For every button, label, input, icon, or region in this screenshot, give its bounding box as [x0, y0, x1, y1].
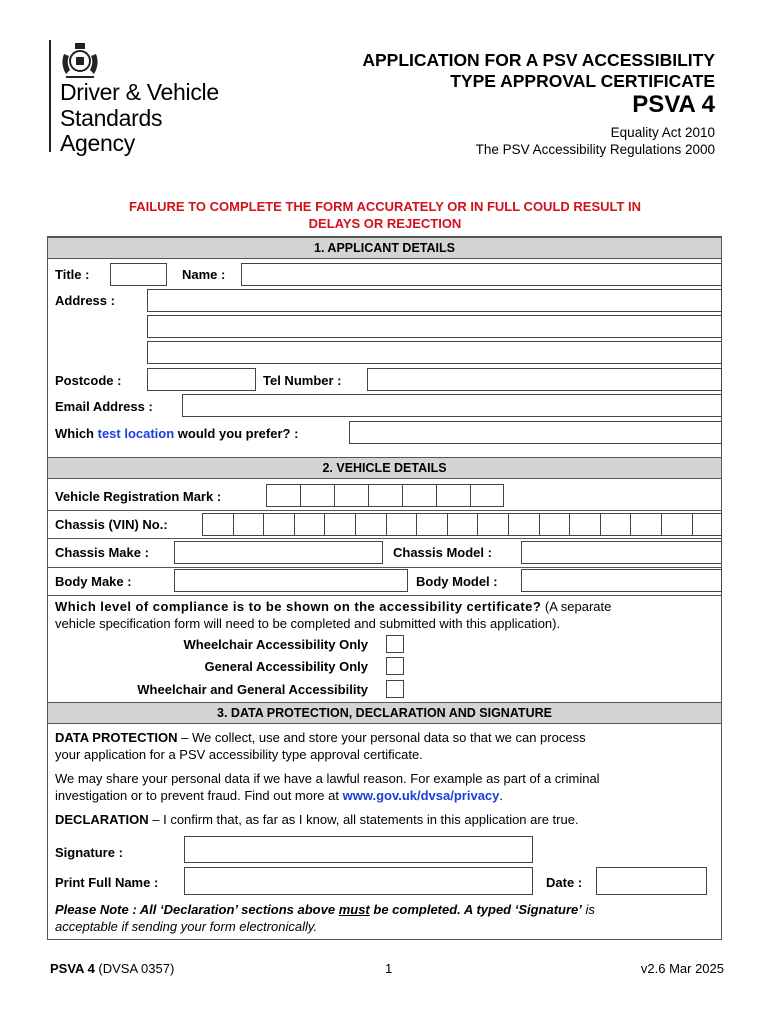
legislation-line: The PSV Accessibility Regulations 2000	[475, 142, 715, 157]
chassis-model-field[interactable]	[521, 541, 722, 564]
email-label: Email Address :	[55, 399, 153, 414]
compliance-question-line: vehicle specification form will need to be completed and submitted with this application).	[55, 616, 561, 631]
vin-char-box[interactable]	[508, 513, 539, 536]
note-must: must	[338, 902, 370, 917]
footer-code-bold: PSVA 4	[50, 961, 95, 976]
footer-page-number: 1	[385, 961, 393, 976]
vin-char-box[interactable]	[233, 513, 264, 536]
chassis-model-label: Chassis Model :	[393, 545, 492, 560]
section-heading-declaration: 3. DATA PROTECTION, DECLARATION AND SIGNATURE	[48, 702, 721, 724]
vin-char-box[interactable]	[539, 513, 570, 536]
vin-char-box[interactable]	[386, 513, 417, 536]
declaration-text	[55, 811, 579, 828]
option-wheelchair-checkbox[interactable]	[386, 635, 404, 653]
registration-char-box[interactable]	[300, 484, 334, 507]
option-general-checkbox[interactable]	[386, 657, 404, 675]
address-label: Address :	[55, 293, 115, 308]
vin-char-box[interactable]	[600, 513, 631, 536]
note-part: A typed ‘Signature’	[460, 902, 582, 917]
registration-char-box[interactable]	[470, 484, 504, 507]
form-title-line: TYPE APPROVAL CERTIFICATE	[450, 71, 715, 91]
divider	[48, 567, 721, 568]
form-title	[362, 50, 715, 92]
agency-name	[60, 80, 219, 157]
test-location-field[interactable]	[349, 421, 722, 444]
name-field[interactable]	[241, 263, 722, 286]
print-name-field[interactable]	[184, 867, 533, 895]
email-field[interactable]	[182, 394, 722, 417]
compliance-question-bold: Which level of compliance is to be shown on the accessibility certificate?	[55, 599, 542, 614]
data-protection-text	[55, 729, 720, 763]
compliance-question-line	[55, 598, 715, 615]
divider	[48, 510, 721, 511]
form-title-line: APPLICATION FOR A PSV ACCESSIBILITY	[362, 50, 715, 70]
signature-label: Signature :	[55, 845, 123, 860]
vin-field[interactable]	[202, 513, 722, 536]
signature-field[interactable]	[184, 836, 533, 863]
registration-char-box[interactable]	[368, 484, 402, 507]
form-code: PSVA 4	[632, 91, 715, 118]
warning-line: DELAYS OR REJECTION	[308, 216, 462, 231]
declaration-rest: – I confirm that, as far as I know, all statements in this application are true.	[148, 812, 579, 827]
declaration-note	[55, 901, 720, 935]
data-sharing-line	[55, 787, 720, 804]
tel-field[interactable]	[367, 368, 722, 391]
registration-char-box[interactable]	[436, 484, 470, 507]
vin-char-box[interactable]	[661, 513, 692, 536]
chassis-make-field[interactable]	[174, 541, 383, 564]
vin-char-box[interactable]	[202, 513, 233, 536]
data-protection-line: your application for a PSV accessibility type approval certificate.	[55, 747, 423, 762]
legislation-line: Equality Act 2010	[610, 125, 715, 140]
registration-field[interactable]	[266, 484, 504, 507]
data-sharing-suffix: .	[499, 788, 504, 803]
title-field[interactable]	[110, 263, 167, 286]
privacy-link[interactable]: www.gov.uk/dvsa/privacy	[342, 788, 500, 803]
vin-char-box[interactable]	[569, 513, 600, 536]
name-label: Name :	[182, 267, 226, 282]
data-protection-line	[55, 729, 720, 746]
completion-warning	[60, 198, 710, 232]
address-line-2-field[interactable]	[147, 315, 722, 338]
divider	[48, 538, 721, 539]
compliance-question	[55, 598, 715, 632]
print-name-label: Print Full Name :	[55, 875, 159, 890]
option-wheelchair-label: Wheelchair Accessibility Only	[183, 637, 368, 652]
address-line-3-field[interactable]	[147, 341, 722, 364]
registration-char-box[interactable]	[334, 484, 368, 507]
vin-char-box[interactable]	[630, 513, 661, 536]
agency-line: Standards	[60, 104, 163, 131]
option-both-checkbox[interactable]	[386, 680, 404, 698]
chassis-make-label: Chassis Make :	[55, 545, 149, 560]
footer-version: v2.6 Mar 2025	[640, 961, 724, 976]
vin-char-box[interactable]	[416, 513, 447, 536]
footer-form-code	[50, 961, 174, 976]
vin-char-box[interactable]	[447, 513, 478, 536]
test-location-link[interactable]: test location	[97, 426, 175, 441]
registration-label: Vehicle Registration Mark :	[55, 489, 222, 504]
postcode-field[interactable]	[147, 368, 256, 391]
test-location-label	[55, 426, 298, 441]
note-part: is	[581, 902, 595, 917]
vin-char-box[interactable]	[692, 513, 723, 536]
data-sharing-line: We may share your personal data if we have a lawful reason. For example as part of a criminal	[55, 771, 600, 786]
registration-char-box[interactable]	[402, 484, 436, 507]
royal-crest-icon	[58, 40, 102, 80]
body-model-field[interactable]	[521, 569, 722, 592]
address-line-1-field[interactable]	[147, 289, 722, 312]
divider	[48, 595, 721, 596]
tel-label: Tel Number :	[263, 373, 342, 388]
compliance-question-rest: (A separate	[541, 599, 612, 614]
vin-char-box[interactable]	[294, 513, 325, 536]
vin-char-box[interactable]	[324, 513, 355, 536]
warning-line: FAILURE TO COMPLETE THE FORM ACCURATELY OR IN FULL COULD RESULT IN	[128, 199, 642, 214]
option-general-label: General Accessibility Only	[204, 659, 368, 674]
title-label: Title :	[55, 267, 90, 282]
data-sharing-text	[55, 770, 720, 804]
date-label: Date :	[546, 875, 583, 890]
declaration-note-line: acceptable if sending your form electronically.	[55, 919, 318, 934]
body-model-label: Body Model :	[416, 574, 498, 589]
declaration-note-line	[55, 901, 720, 918]
vin-char-box[interactable]	[263, 513, 294, 536]
vin-label: Chassis (VIN) No.:	[55, 517, 168, 532]
section-heading-vehicle: 2. VEHICLE DETAILS	[48, 457, 721, 479]
postcode-label: Postcode :	[55, 373, 122, 388]
data-protection-title: DATA PROTECTION	[55, 730, 178, 745]
option-both-label: Wheelchair and General Accessibility	[137, 682, 368, 697]
body-make-field[interactable]	[174, 569, 408, 592]
footer-code-rest: (DVSA 0357)	[94, 961, 175, 976]
section-heading-applicant: 1. APPLICANT DETAILS	[48, 237, 721, 259]
legislation	[476, 124, 715, 158]
agency-line: Driver & Vehicle	[60, 79, 219, 105]
data-protection-rest: – We collect, use and store your personal data so that we can process	[177, 730, 586, 745]
logo-divider	[49, 40, 51, 152]
body-make-label: Body Make :	[55, 574, 132, 589]
agency-line: Agency	[60, 130, 135, 156]
vin-char-box[interactable]	[355, 513, 386, 536]
note-part: be completed.	[369, 902, 461, 917]
test-location-suffix: would you prefer? :	[174, 426, 299, 441]
vin-char-box[interactable]	[477, 513, 508, 536]
declaration-title: DECLARATION	[55, 812, 149, 827]
data-sharing-prefix: investigation or to prevent fraud. Find out more at	[55, 788, 343, 803]
date-field[interactable]	[596, 867, 707, 895]
registration-char-box[interactable]	[266, 484, 300, 507]
test-location-prefix: Which	[55, 426, 98, 441]
note-part: Please Note : All ‘Declaration’ sections above	[55, 902, 339, 917]
